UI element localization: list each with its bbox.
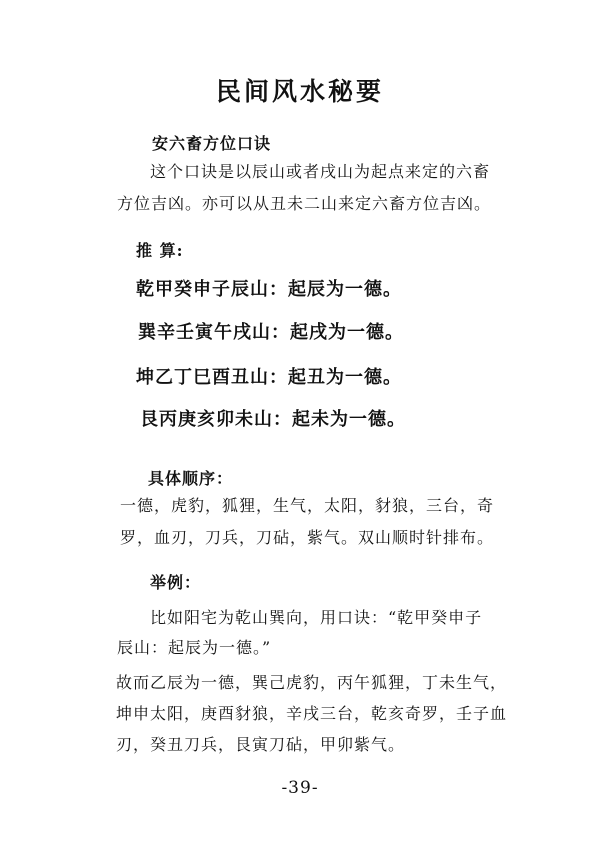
example-intro-line-1: 比如阳宅为乾山巽向，用口诀：“乾甲癸申子 bbox=[150, 608, 483, 627]
page-number: -39- bbox=[281, 778, 319, 798]
section-heading-livestock-formula: 安六畜方位口诀 bbox=[152, 134, 272, 153]
example-intro-line-2: 辰山：起辰为一德。” bbox=[117, 638, 272, 657]
order-line-2: 罗，血刃，刀兵，刀砧，紫气。双山顺时针排布。 bbox=[120, 528, 495, 547]
rule-line-3: 坤乙丁巳酉丑山：起丑为一德。 bbox=[136, 367, 402, 388]
rule-line-2: 巽辛壬寅午戌山：起戌为一德。 bbox=[138, 322, 404, 343]
order-heading: 具体顺序： bbox=[148, 469, 234, 488]
order-line-1: 一德，虎豹，狐狸，生气，太阳，豺狼，三台，奇 bbox=[120, 496, 495, 515]
page-title: 民间风水秘要 bbox=[215, 77, 384, 106]
rule-line-1: 乾甲癸申子辰山：起辰为一德。 bbox=[136, 279, 402, 300]
example-result-line-3: 刃，癸丑刀兵，艮寅刀砧，甲卯紫气。 bbox=[116, 735, 406, 754]
example-heading: 举例： bbox=[150, 573, 202, 592]
example-result-line-2: 坤申太阳，庚酉豺狼，辛戌三台，乾亥奇罗，壬子血 bbox=[116, 704, 508, 723]
intro-paragraph-line-1: 这个口诀是以辰山或者戌山为起点来定的六畜 bbox=[150, 162, 491, 181]
example-result-line-1: 故而乙辰为一德，巽己虎豹，丙午狐狸，丁未生气， bbox=[116, 673, 508, 692]
rule-line-4: 艮丙庚亥卯未山：起未为一德。 bbox=[140, 409, 406, 430]
calculation-heading: 推 算: bbox=[136, 241, 184, 260]
intro-paragraph-line-2: 方位吉凶。亦可以从丑未二山来定六畜方位吉凶。 bbox=[117, 194, 492, 213]
